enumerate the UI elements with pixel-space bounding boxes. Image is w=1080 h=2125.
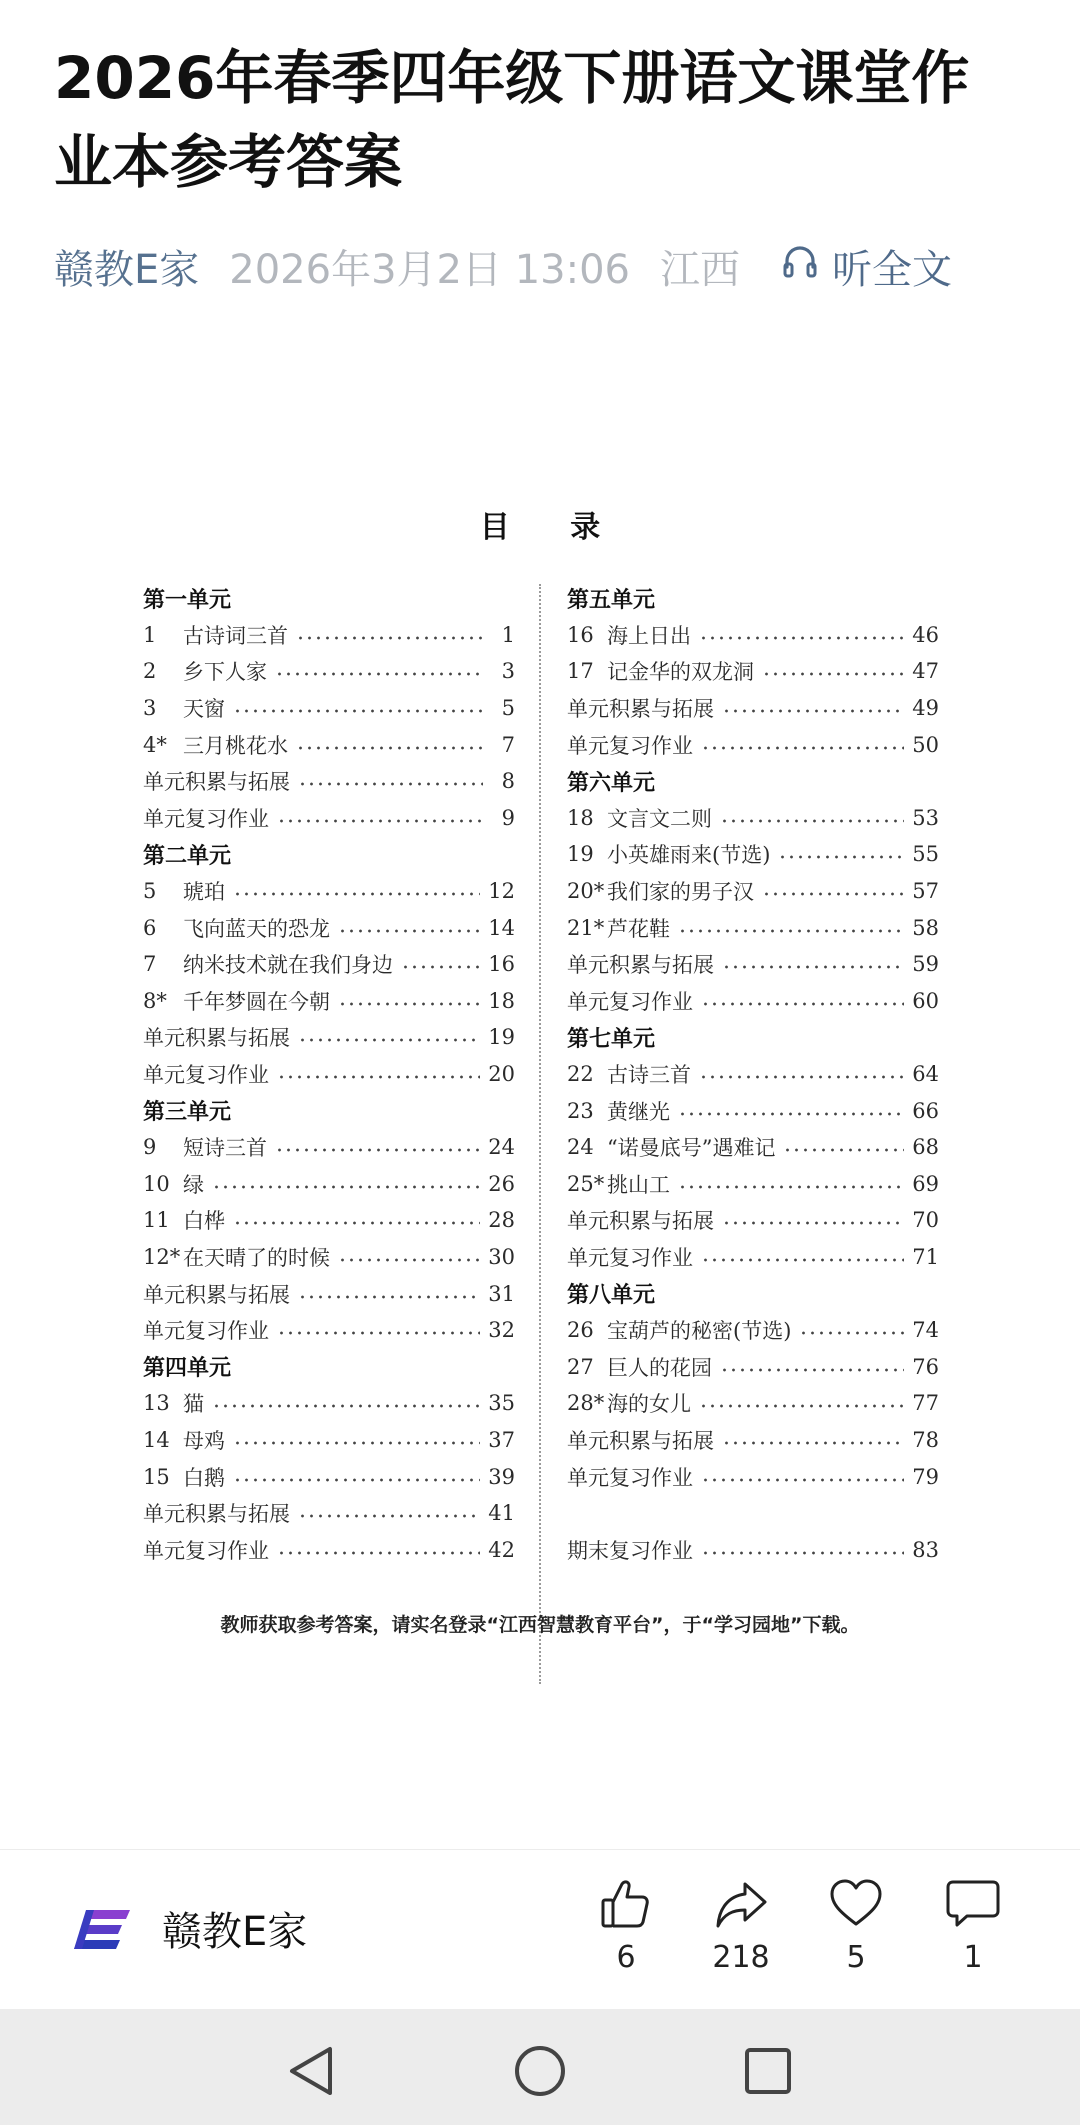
publish-date: 2026年3月2日 13:06	[229, 246, 630, 293]
toc-entry	[143, 1422, 515, 1459]
toc-leader-dots	[678, 927, 904, 935]
toc-leader-dots	[678, 1110, 904, 1118]
toc-leader-dots	[699, 1073, 904, 1081]
toc-entry-number: 15	[143, 1464, 170, 1489]
toc-entry-title: 短诗三首	[183, 1136, 267, 1161]
toc-entry-page: 41	[488, 1501, 515, 1526]
toc-leader-dots	[701, 1476, 904, 1484]
toc-entry-page: 1	[501, 622, 515, 647]
toc-entry-page: 26	[488, 1171, 515, 1196]
toc-leader-dots	[762, 890, 904, 898]
toc-entry	[143, 1019, 515, 1056]
brand-name[interactable]: 赣教E家	[162, 1909, 308, 1955]
toc-entry-number: 23	[567, 1098, 594, 1123]
toc-leader-dots	[701, 1000, 904, 1008]
toc-entry	[567, 1129, 939, 1166]
toc-entry-page: 69	[912, 1171, 939, 1196]
toc-entry-title: 单元复习作业	[143, 1063, 269, 1088]
favorite-button[interactable]	[806, 1876, 906, 1975]
toc-entry-number: 19	[567, 842, 594, 867]
toc-entry	[567, 983, 939, 1020]
toc-entry	[143, 983, 515, 1020]
toc-entry-page: 46	[912, 622, 939, 647]
toc-entry-title: 海的女儿	[607, 1392, 691, 1417]
toc-unit-heading: 第七单元	[567, 1026, 656, 1052]
toc-leader-dots	[401, 963, 480, 971]
toc-unit-heading: 第四单元	[143, 1356, 232, 1382]
toc-leader-dots	[701, 744, 904, 752]
toc-entry-number: 16	[567, 622, 594, 647]
circle-home-icon[interactable]	[510, 2043, 570, 2099]
toc-entry-title: 绿	[183, 1172, 204, 1197]
toc-entry-title: 单元积累与拓展	[143, 1502, 290, 1527]
article-meta	[54, 236, 952, 296]
toc-entry-number: 17	[567, 659, 594, 684]
toc-entry-title: 天窗	[183, 697, 225, 722]
toc-leader-dots	[298, 1036, 480, 1044]
toc-entry-title: 纳米技术就在我们身边	[183, 953, 393, 978]
toc-leader-dots	[296, 634, 483, 642]
toc-leader-dots	[338, 927, 480, 935]
toc-spacer	[567, 1495, 939, 1532]
toc-entry-number: 22	[567, 1062, 594, 1087]
table-of-contents-image	[0, 480, 1080, 1680]
toc-entry	[567, 909, 939, 946]
toc-entry-page: 18	[488, 988, 515, 1013]
toc-entry-title: 乡下人家	[183, 660, 267, 685]
toc-footnote: 教师获取参考答案，请实名登录“江西智慧教育平台”，于“学习园地”下载。	[220, 1614, 860, 1636]
share-count: 218	[712, 1940, 770, 1975]
toc-entry	[143, 763, 515, 800]
toc-leader-dots	[720, 817, 904, 825]
toc-entry	[567, 1166, 939, 1203]
heart-icon	[806, 1876, 906, 1932]
toc-entry	[567, 873, 939, 910]
toc-leader-dots	[701, 1256, 904, 1264]
toc-entry	[143, 690, 515, 727]
toc-entry-number: 26	[567, 1318, 594, 1343]
toc-entry-page: 3	[501, 659, 515, 684]
toc-entry	[567, 836, 939, 873]
toc-leader-dots	[212, 1183, 480, 1191]
toc-entry-title: 文言文二则	[607, 806, 712, 831]
toc-entry-page: 8	[501, 769, 515, 794]
toc-entry	[567, 946, 939, 983]
toc-entry-page: 31	[488, 1281, 515, 1306]
toc-entry-title: 单元复习作业	[143, 1319, 269, 1344]
toc-entry-title: “诺曼底号”遇难记	[607, 1136, 776, 1161]
toc-unit-heading: 第一单元	[143, 587, 232, 613]
toc-entry-page: 78	[912, 1427, 939, 1452]
toc-entry-title: 飞向蓝天的恐龙	[183, 916, 330, 941]
toc-entry-title: 小英雄雨来(节选)	[607, 843, 771, 868]
toc-entry	[143, 1166, 515, 1203]
toc-entry-page: 37	[488, 1427, 515, 1452]
toc-leader-dots	[778, 853, 904, 861]
toc-leader-dots	[277, 1073, 480, 1081]
bottom-action-bar	[0, 1849, 1080, 2009]
toc-entry-number: 27	[567, 1354, 594, 1379]
publish-region: 江西	[659, 246, 740, 293]
toc-entry-page: 28	[488, 1208, 515, 1233]
toc-entry-page: 58	[912, 915, 939, 940]
toc-entry-title: 母鸡	[183, 1428, 225, 1453]
toc-entry-page: 30	[488, 1244, 515, 1269]
toc-entry-title: 我们家的男子汉	[607, 880, 754, 905]
toc-entry-page: 7	[501, 732, 515, 757]
toc-entry-page: 71	[912, 1244, 939, 1269]
toc-entry-number: 5	[143, 879, 157, 904]
toc-entry	[567, 1348, 939, 1385]
toc-entry-page: 49	[912, 696, 939, 721]
toc-entry	[143, 726, 515, 763]
toc-entry-page: 68	[912, 1135, 939, 1160]
toc-entry-title: 古诗词三首	[183, 623, 288, 648]
toc-entry-number: 10	[143, 1171, 170, 1196]
toc-entry-page: 70	[912, 1208, 939, 1233]
toc-left-column	[143, 580, 515, 1568]
toc-entry	[567, 1422, 939, 1459]
article-title: 2026年春季四年级下册语文课堂作业本参考答案	[54, 44, 970, 196]
toc-unit-heading: 第三单元	[143, 1100, 232, 1126]
like-count: 6	[616, 1940, 636, 1975]
toc-leader-dots	[298, 1293, 480, 1301]
toc-entry	[143, 617, 515, 654]
toc-entry	[567, 690, 939, 727]
toc-leader-dots	[701, 1549, 904, 1557]
favorite-count: 5	[846, 1940, 866, 1975]
toc-entry-number: 4*	[143, 732, 167, 757]
toc-entry	[567, 617, 939, 654]
toc-entry-title: 白鹅	[183, 1465, 225, 1490]
toc-leader-dots	[722, 707, 904, 715]
toc-entry	[143, 1239, 515, 1276]
toc-entry-number: 18	[567, 805, 594, 830]
toc-entry-number: 3	[143, 696, 157, 721]
toc-entry-page: 55	[912, 842, 939, 867]
toc-leader-dots	[277, 1549, 480, 1557]
toc-entry-number: 24	[567, 1135, 594, 1160]
toc-entry-number: 8*	[143, 988, 167, 1013]
thumbs-up-icon	[576, 1876, 676, 1932]
toc-entry	[143, 1202, 515, 1239]
toc-entry	[143, 1275, 515, 1312]
toc-entry-page: 16	[488, 952, 515, 977]
toc-entry	[143, 1056, 515, 1093]
toc-entry-title: 单元复习作业	[567, 733, 693, 758]
share-button[interactable]	[691, 1876, 791, 1975]
toc-entry	[143, 1458, 515, 1495]
toc-entry-title: 单元积累与拓展	[143, 1026, 290, 1051]
toc-entry-number: 21*	[567, 915, 605, 940]
toc-entry-page: 20	[488, 1062, 515, 1087]
toc-leader-dots	[275, 670, 483, 678]
toc-leader-dots	[277, 817, 483, 825]
toc-entry-title: 单元积累与拓展	[567, 1428, 714, 1453]
triangle-back-icon[interactable]	[282, 2043, 342, 2099]
toc-leader-dots	[678, 1183, 904, 1191]
toc-leader-dots	[722, 963, 904, 971]
toc-entry-page: 53	[912, 805, 939, 830]
toc-entry-number: 14	[143, 1427, 170, 1452]
toc-entry-title: 单元积累与拓展	[567, 953, 714, 978]
toc-entry-title: 古诗三首	[607, 1063, 691, 1088]
headphones-icon	[780, 241, 832, 291]
toc-leader-dots	[233, 1476, 480, 1484]
toc-entry-title: 单元复习作业	[143, 806, 269, 831]
e-logo-icon[interactable]	[72, 1908, 132, 1952]
toc-leader-dots	[762, 670, 904, 678]
toc-entry-title: 单元复习作业	[567, 1465, 693, 1490]
toc-entry	[567, 1385, 939, 1422]
toc-entry	[567, 800, 939, 837]
toc-entry-title: 琥珀	[183, 880, 225, 905]
toc-entry-title: 千年梦圆在今朝	[183, 989, 330, 1014]
toc-unit-heading: 第二单元	[143, 843, 232, 869]
toc-leader-dots	[277, 1329, 480, 1337]
toc-leader-dots	[233, 890, 480, 898]
toc-entry	[567, 1202, 939, 1239]
toc-entry-number: 7	[143, 952, 157, 977]
toc-entry-page: 24	[488, 1135, 515, 1160]
toc-entry-page: 76	[912, 1354, 939, 1379]
author-link[interactable]: 赣教E家	[54, 246, 200, 293]
toc-leader-dots	[722, 1219, 904, 1227]
toc-entry	[143, 1531, 515, 1568]
toc-entry-page: 57	[912, 879, 939, 904]
toc-entry-page: 66	[912, 1098, 939, 1123]
toc-leader-dots	[233, 1439, 480, 1447]
toc-entry-page: 9	[501, 805, 515, 830]
toc-entry-page: 60	[912, 988, 939, 1013]
toc-entry-page: 19	[488, 1025, 515, 1050]
toc-entry-number: 9	[143, 1135, 157, 1160]
toc-entry-title: 挑山工	[607, 1172, 670, 1197]
toc-entry	[143, 909, 515, 946]
toc-entry-number: 6	[143, 915, 157, 940]
toc-entry-title: 期末复习作业	[567, 1538, 693, 1563]
toc-entry-title: 宝葫芦的秘密(节选)	[607, 1319, 792, 1344]
toc-heading: 目 录	[479, 510, 601, 545]
toc-entry-page: 42	[488, 1537, 515, 1562]
share-arrow-icon	[691, 1876, 791, 1932]
toc-entry-page: 77	[912, 1391, 939, 1416]
toc-leader-dots	[233, 707, 483, 715]
toc-entry	[143, 1129, 515, 1166]
toc-leader-dots	[722, 1439, 904, 1447]
toc-entry-title: 黄继光	[607, 1099, 670, 1124]
toc-entry	[567, 653, 939, 690]
toc-unit-heading: 第六单元	[567, 770, 656, 796]
toc-entry-number: 28*	[567, 1391, 605, 1416]
toc-entry-number: 11	[143, 1208, 170, 1233]
toc-entry-page: 12	[488, 879, 515, 904]
toc-entry-title: 巨人的花园	[607, 1355, 712, 1380]
toc-entry-page: 59	[912, 952, 939, 977]
toc-entry-number: 20*	[567, 879, 605, 904]
toc-entry-page: 35	[488, 1391, 515, 1416]
toc-entry-title: 单元积累与拓展	[143, 770, 290, 795]
toc-entry-title: 单元复习作业	[567, 989, 693, 1014]
toc-entry	[567, 1056, 939, 1093]
toc-entry-number: 1	[143, 622, 157, 647]
comment-count: 1	[963, 1940, 983, 1975]
toc-entry-page: 64	[912, 1062, 939, 1087]
comment-bubble-icon	[923, 1876, 1023, 1932]
toc-entry-title: 海上日出	[607, 623, 691, 648]
toc-entry-title: 单元积累与拓展	[567, 697, 714, 722]
toc-entry	[143, 1312, 515, 1349]
toc-entry-page: 39	[488, 1464, 515, 1489]
toc-entry-title: 单元复习作业	[143, 1538, 269, 1563]
listen-button[interactable]	[780, 238, 952, 295]
toc-leader-dots	[212, 1402, 480, 1410]
toc-leader-dots	[296, 744, 483, 752]
toc-entry-title: 单元积累与拓展	[143, 1282, 290, 1307]
toc-right-column	[567, 580, 939, 1568]
toc-entry	[567, 1312, 939, 1349]
toc-divider	[539, 584, 541, 1684]
toc-entry-page: 47	[912, 659, 939, 684]
toc-entry	[567, 1458, 939, 1495]
toc-entry-page: 5	[501, 696, 515, 721]
toc-leader-dots	[699, 1402, 904, 1410]
toc-leader-dots	[338, 1000, 480, 1008]
toc-leader-dots	[338, 1256, 480, 1264]
square-recents-icon[interactable]	[738, 2043, 798, 2099]
toc-entry	[143, 1385, 515, 1422]
toc-entry	[143, 653, 515, 690]
toc-entry-page: 74	[912, 1318, 939, 1343]
toc-entry-title: 单元复习作业	[567, 1245, 693, 1270]
toc-entry-page: 32	[488, 1318, 515, 1343]
toc-leader-dots	[720, 1366, 904, 1374]
listen-label: 听全文	[831, 246, 952, 293]
toc-entry-title: 芦花鞋	[607, 916, 670, 941]
toc-leader-dots	[799, 1329, 904, 1337]
toc-leader-dots	[298, 1512, 480, 1520]
toc-entry	[143, 800, 515, 837]
toc-entry-number: 13	[143, 1391, 170, 1416]
toc-entry	[143, 1495, 515, 1532]
toc-unit-heading: 第八单元	[567, 1283, 656, 1309]
toc-leader-dots	[275, 1146, 480, 1154]
like-button[interactable]	[576, 1876, 676, 1975]
toc-leader-dots	[298, 780, 483, 788]
toc-entry	[567, 1092, 939, 1129]
toc-entry-page: 50	[912, 732, 939, 757]
toc-entry-number: 2	[143, 659, 157, 684]
system-navigation-bar	[0, 2009, 1080, 2125]
toc-unit-heading: 第五单元	[567, 587, 656, 613]
toc-leader-dots	[233, 1219, 480, 1227]
toc-entry-page: 14	[488, 915, 515, 940]
toc-entry-page: 83	[912, 1537, 939, 1562]
toc-entry	[143, 946, 515, 983]
toc-entry-title: 在天晴了的时候	[183, 1245, 330, 1270]
toc-entry-number: 25*	[567, 1171, 605, 1196]
toc-entry-title: 白桦	[183, 1209, 225, 1234]
comment-button[interactable]	[923, 1876, 1023, 1975]
toc-entry	[567, 726, 939, 763]
toc-entry	[567, 1531, 939, 1568]
toc-leader-dots	[699, 634, 904, 642]
toc-entry	[567, 1239, 939, 1276]
toc-leader-dots	[783, 1146, 904, 1154]
toc-entry-title: 三月桃花水	[183, 733, 288, 758]
toc-entry	[143, 873, 515, 910]
toc-entry-title: 单元积累与拓展	[567, 1209, 714, 1234]
toc-entry-title: 记金华的双龙洞	[607, 660, 754, 685]
toc-entry-title: 猫	[183, 1392, 204, 1417]
toc-entry-page: 79	[912, 1464, 939, 1489]
toc-entry-number: 12*	[143, 1244, 181, 1269]
